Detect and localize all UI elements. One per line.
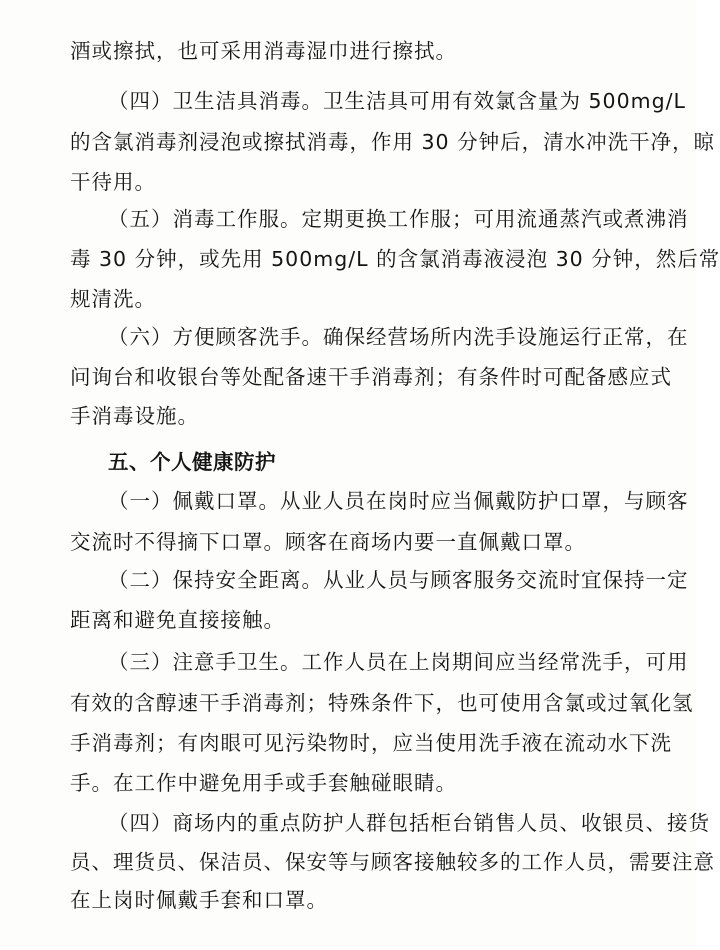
text-line: （四）卫生洁具消毒。卫生洁具可用有效氯含量为 500mg/L: [108, 89, 686, 113]
text-line: 有效的含醇速干手消毒剂；特殊条件下，也可使用含氯或过氧化氢: [70, 691, 694, 715]
text-line: 酒或擦拭，也可采用消毒湿巾进行擦拭。: [70, 39, 457, 63]
text-line: 手。在工作中避免用手或手套触碰眼睛。: [70, 771, 457, 795]
text-line: （一）佩戴口罩。从业人员在岗时应当佩戴防护口罩，与顾客: [108, 489, 689, 513]
text-line: 问询台和收银台等处配备速干手消毒剂；有条件时可配备感应式: [70, 365, 672, 389]
text-line: （五）消毒工作服。定期更换工作服；可用流通蒸汽或煮沸消: [108, 207, 689, 231]
text-line: 在上岗时佩戴手套和口罩。: [70, 888, 328, 912]
section-heading: 五、个人健康防护: [108, 450, 276, 474]
text-line: （三）注意手卫生。工作人员在上岗期间应当经常洗手，可用: [108, 650, 689, 674]
text-line: 的含氯消毒剂浸泡或擦拭消毒，作用 30 分钟后，清水冲洗干净，晾: [70, 130, 716, 154]
text-line: （六）方便顾客洗手。确保经营场所内洗手设施运行正常，在: [108, 325, 689, 349]
text-line: 员、理货员、保洁员、保安等与顾客接触较多的工作人员，需要注意: [70, 850, 715, 874]
text-line: （二）保持安全距离。从业人员与顾客服务交流时宜保持一定: [108, 568, 689, 592]
text-line: 手消毒设施。: [70, 404, 199, 428]
text-line: 毒 30 分钟，或先用 500mg/L 的含氯消毒液浸泡 30 分钟，然后常: [70, 247, 720, 271]
text-line: （四）商场内的重点防护人群包括柜台销售人员、收银员、接货: [108, 811, 710, 835]
text-line: 手消毒剂；有肉眼可见污染物时，应当使用洗手液在流动水下洗: [70, 731, 672, 755]
text-line: 交流时不得摘下口罩。顾客在商场内要一直佩戴口罩。: [70, 530, 586, 554]
text-line: 距离和避免直接接触。: [70, 608, 285, 632]
text-line: 干待用。: [70, 170, 156, 194]
text-line: 规清洗。: [70, 287, 156, 311]
